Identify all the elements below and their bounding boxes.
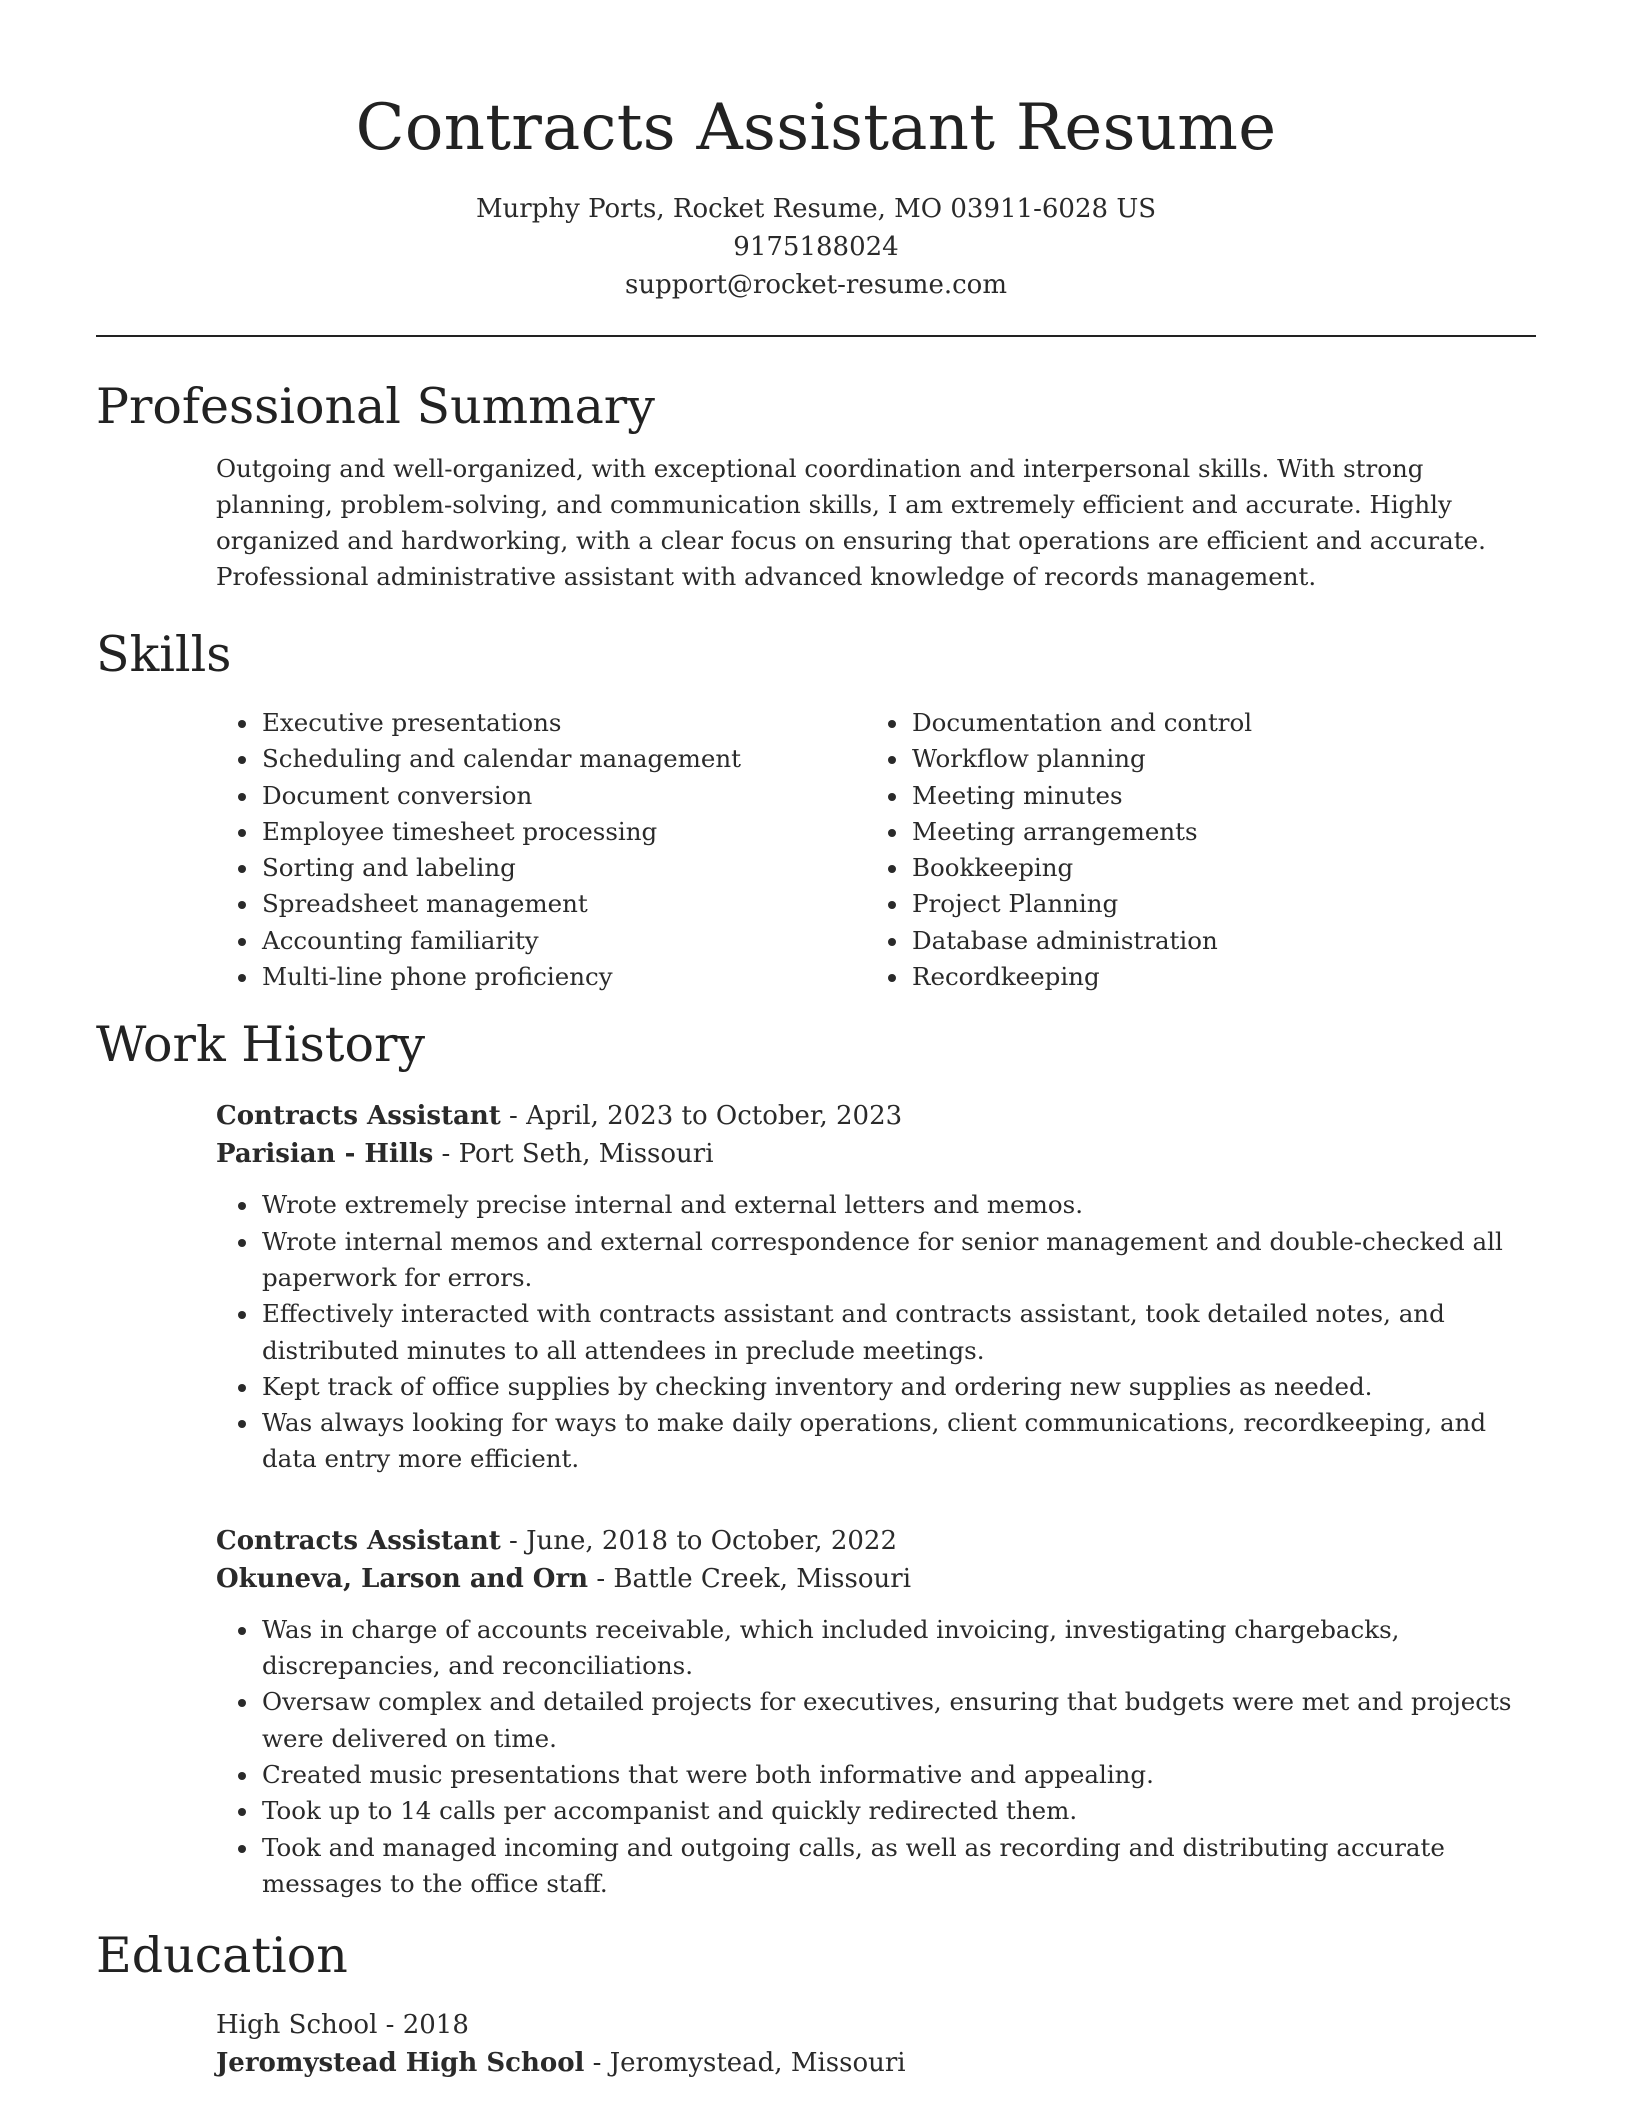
job-bullet: • Wrote internal memos and external correspondence for senior management and double-checked all paperwork for errors. [260, 1224, 1536, 1297]
section-heading-summary: Professional Summary [96, 378, 655, 435]
job-title-line: Contracts Assistant - April, 2023 to October, 2023 [216, 1101, 903, 1132]
job-bullet: • Kept track of office supplies by checking inventory and ordering new supplies as needed. [260, 1369, 1536, 1405]
job-bullet: • Was always looking for ways to make daily operations, client communications, recordkeeping, and data entry more efficient. [260, 1405, 1536, 1478]
skill-item: • Documentation and control [910, 705, 1506, 741]
education-year: 2018 [402, 2010, 469, 2041]
skill-item: • Recordkeeping [910, 959, 1506, 995]
job-bullet: • Effectively interacted with contracts assistant and contracts assistant, took detailed notes, and distributed minutes to all attendees in preclude meetings. [260, 1296, 1536, 1369]
education-school: Jeromystead High School [216, 2048, 585, 2079]
education-school-line: Jeromystead High School - Jeromystead, Missouri [216, 2048, 906, 2079]
skills-columns [216, 705, 1536, 995]
contact-phone: 9175188024 [733, 232, 899, 262]
education-entry [216, 2006, 1536, 2082]
job-entry [216, 1522, 1536, 1902]
section-heading-education: Education [96, 1927, 348, 1985]
section-heading-skills: Skills [96, 626, 232, 683]
skill-item: • Sorting and labeling [260, 850, 866, 886]
job-company-line: Okuneva, Larson and Orn - Battle Creek, Missouri [216, 1563, 912, 1594]
job-location: Battle Creek, Missouri [613, 1563, 912, 1594]
skill-item: • Workflow planning [910, 741, 1506, 777]
job-bullet: • Oversaw complex and detailed projects for executives, ensuring that budgets were met and projects were delivered on time. [260, 1684, 1536, 1757]
job-company-line: Parisian - Hills - Port Seth, Missouri [216, 1139, 714, 1170]
skills-list-left [216, 705, 866, 995]
skill-item: • Meeting minutes [910, 778, 1506, 814]
job-company: Okuneva, Larson and Orn [216, 1563, 589, 1594]
skill-item: • Database administration [910, 923, 1506, 959]
skill-item: • Employee timesheet processing [260, 814, 866, 850]
job-bullet: • Was in charge of accounts receivable, which included invoicing, investigating chargebacks, discrepancies, and reconciliations. [260, 1612, 1536, 1685]
section-heading-work: Work History [96, 1016, 426, 1074]
education-degree: High School [216, 2010, 378, 2041]
skill-item: • Project Planning [910, 886, 1506, 922]
contact-email: support@rocket-resume.com [624, 270, 1007, 300]
education-degree-line: High School - 2018 [216, 2010, 469, 2041]
education-section [96, 1924, 1536, 2082]
skill-item: • Document conversion [260, 778, 866, 814]
work-history-section [96, 1013, 1536, 1902]
header-divider [96, 335, 1536, 337]
job-bullet: • Took up to 14 calls per accompanist and quickly redirected them. [260, 1793, 1536, 1829]
job-bullets [216, 1612, 1536, 1902]
job-bullet: • Took and managed incoming and outgoing calls, as well as recording and distributing accurate messages to the office staff. [260, 1830, 1536, 1903]
skill-item: • Executive presentations [260, 705, 866, 741]
job-bullet: • Wrote extremely precise internal and external letters and memos. [260, 1187, 1536, 1223]
job-bullet: • Created music presentations that were both informative and appealing. [260, 1757, 1536, 1793]
job-dates: June, 2018 to October, 2022 [526, 1525, 897, 1556]
resume-header [96, 0, 1536, 304]
job-title: Contracts Assistant [216, 1101, 501, 1132]
resume-title: Contracts Assistant Resume [355, 91, 1277, 165]
professional-summary-section [96, 375, 1536, 595]
contact-info [96, 190, 1536, 304]
skills-list-right [866, 705, 1506, 995]
job-title: Contracts Assistant [216, 1525, 501, 1556]
job-location: Port Seth, Missouri [458, 1139, 714, 1170]
skill-item: • Multi-line phone proficiency [260, 959, 866, 995]
skill-item: • Meeting arrangements [910, 814, 1506, 850]
summary-text: Outgoing and well-organized, with exceptional coordination and interpersonal skills. With strong planning, problem-solving, and communication skills, I am extremely efficient and accurate. Highly organized and hardworking, with a clear focus on ensuring that operations are efficient and accurate. Professional administrative assistant with advanced knowledge of records management. [216, 454, 1486, 591]
job-title-line: Contracts Assistant - June, 2018 to October, 2022 [216, 1525, 897, 1556]
education-location: Jeromystead, Missouri [609, 2048, 906, 2079]
skill-item: • Scheduling and calendar management [260, 741, 866, 777]
job-bullets [216, 1187, 1536, 1477]
job-company: Parisian - Hills [216, 1139, 434, 1170]
skills-section [96, 623, 1536, 995]
skill-item: • Accounting familiarity [260, 923, 866, 959]
contact-address: Murphy Ports, Rocket Resume, MO 03911-6028 US [475, 194, 1157, 224]
skill-item: • Bookkeeping [910, 850, 1506, 886]
skill-item: • Spreadsheet management [260, 886, 866, 922]
job-dates: April, 2023 to October, 2023 [526, 1101, 903, 1132]
job-entry [216, 1097, 1536, 1477]
